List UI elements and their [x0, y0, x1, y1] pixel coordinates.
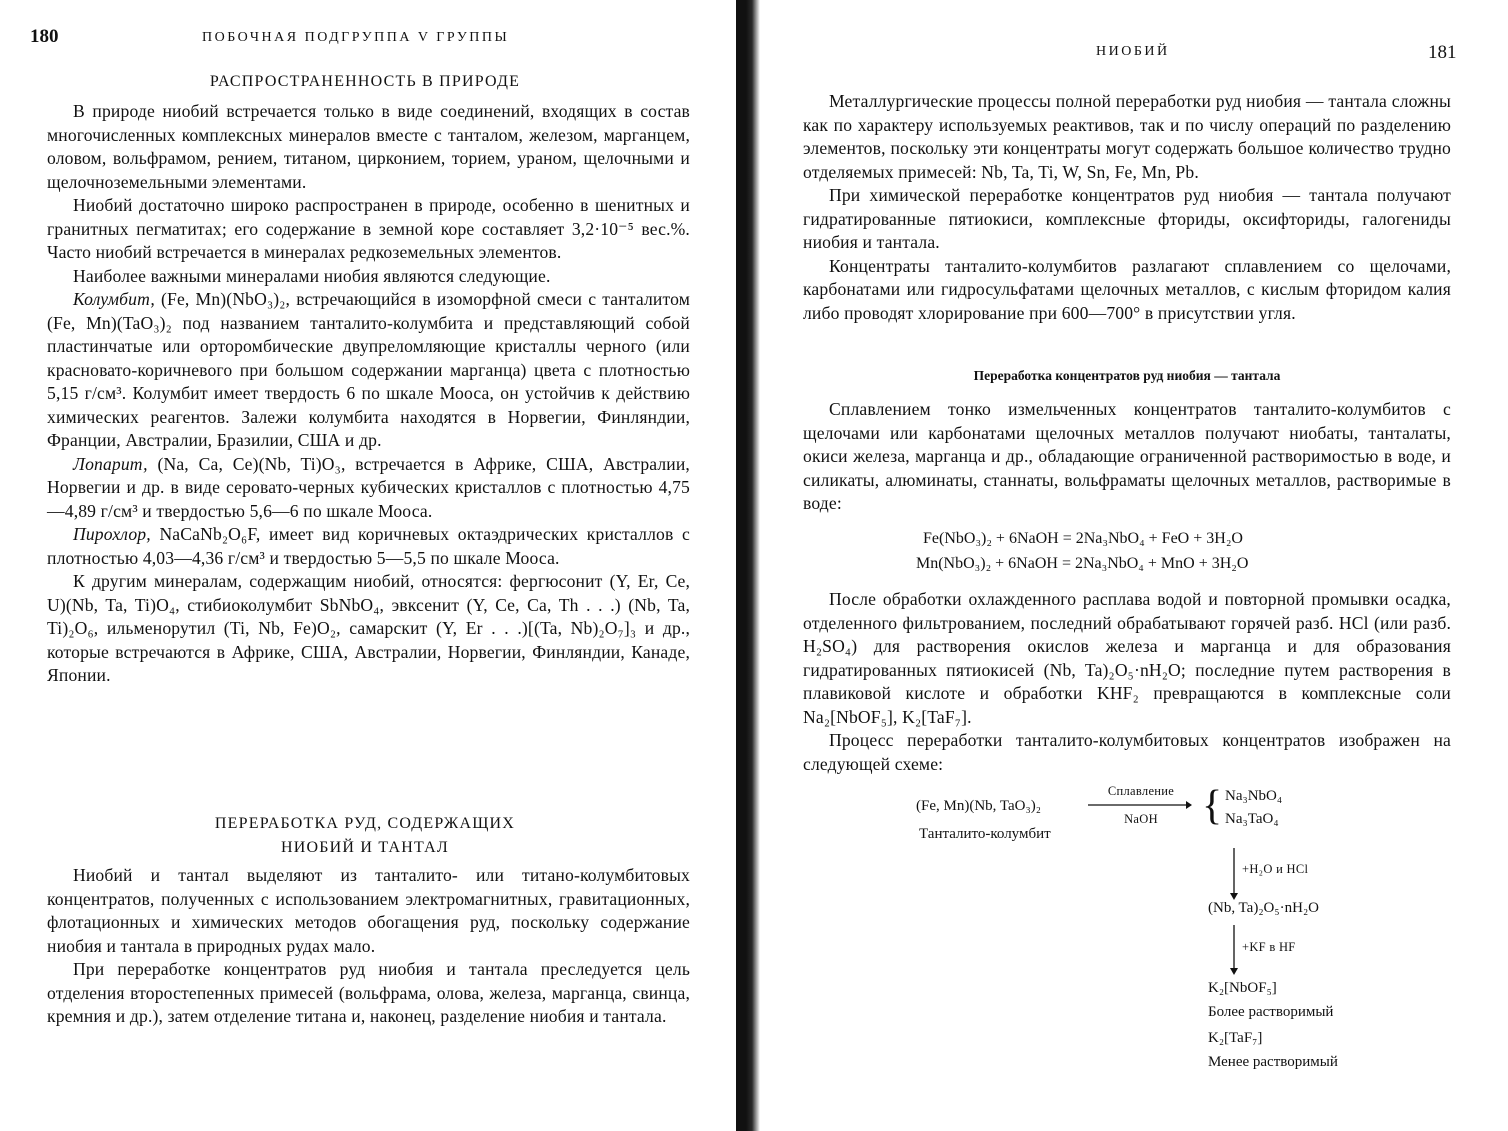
- section-body: [47, 864, 690, 1029]
- book-gutter: [730, 0, 770, 1131]
- reaction-arrow-icon: [1088, 799, 1192, 811]
- section-body: [47, 100, 690, 688]
- down-arrow-icon: [1228, 925, 1240, 975]
- page-body: [803, 90, 1451, 325]
- mineral-name: Колумбит,: [73, 289, 155, 309]
- section-title: РАСПРОСТРАНЕННОСТЬ В ПРИРОДЕ: [209, 73, 521, 90]
- paragraph-text: (Na, Ca, Ce)(Nb, Ti)O₃, встречается в Африке, США, Австралии, Норвегии и др. в виде серовато-черных кубических кристаллов с плотностью 4,75—4,89 г/см³ и твердостью 5,6—6 по шкале Мооса.: [47, 453, 690, 521]
- section-title: [60, 812, 670, 860]
- paragraph: После обработки охлажденного расплава водой и повторной промывки осадка, отделенного фильтрованием, последний обрабатывают горячей разб. HCl (или разб. H₂SO₄) для растворения окислов железа и марганца и для образования гидратированных пятиокисей (Nb, Ta)₂O₅·nH₂O; последние путем растворения в плавиковой кислоте и обработки KHF₂ превращаются в комплексные соли Na₂[NbOF₅], K₂[TaF₇].: [803, 589, 1451, 727]
- scheme-final-product: K₂[TaF₇]: [1208, 1030, 1263, 1046]
- mineral-formula: (Fe, Mn)(NbO₃)₂,: [161, 289, 291, 309]
- scheme-start-formula: (Fe, Mn)(Nb, TaO₃)₂: [916, 798, 1041, 814]
- paragraph: К другим минералам, содержащим ниобий, относятся: фергюсонит (Y, Er, Ce, U)(Nb, Ta, Ti)O₄, стибиоколумбит SbNbO₄, эвксенит (Y, Ce, Ca, Th . . .) (Nb, Ta, Ti)₂O₆, ильменорутил (Ti, Nb, Fe)O₂, самарскит (Y, Er . . .)[(Ta, Nb)₂O₇]₃ и др., которые встречаются в Африке, США, Австралии, Норвегии, Финляндии, Канаде, Японии.: [47, 571, 690, 685]
- paragraph: В природе ниобий встречается только в виде соединений, входящих в состав многочисленных комплексных минералов вместе с танталом, железом, марганцем, оловом, вольфрамом, рением, титаном, цирконием, торием, ураном, щелочными и щелочноземельными элементами.: [47, 101, 690, 192]
- paragraph: Сплавлением тонко измельченных концентратов танталито-колумбитов с щелочами или карбонатами щелочных металлов получают ниобаты, танталаты, окиси железа, марганца и др., обладающие ограниченной растворимостью в воде, и силикаты, алюминаты, станнаты, вольфраматы щелочных металлов, растворимые в воде:: [803, 399, 1451, 513]
- paragraph: Ниобий достаточно широко распространен в природе, особенно в шенитных и гранитных пегматитах; его содержание в земной коре составляет 3,2·10⁻⁵ вес.%. Часто ниобий встречается в минералах редкоземельных элементов.: [47, 195, 690, 262]
- equation: Fe(NbO₃)₂ + 6NaOH = 2Na₃NbO₄ + FeO + 3H₂O: [923, 530, 1243, 547]
- paragraph-text: встречающийся в изоморфной смеси с танталитом (Fe, Mn)(TaO₃)₂ под названием танталито-колумбита и представляющий собой пластинчатые или орторомбические двупреломляющие кристаллы черного (или красновато-коричневого при большом содержании марганца) цвета с плотностью 5,15 г/см³. Колумбит имеет твердость 6 по шкале Мооса, он устойчив к действию химических реагентов. Залежи колумбита находятся в Норвегии, Финляндии, Франции, Австралии, Бразилии, США и др.: [47, 289, 690, 450]
- scheme-product: Na₃TaO₄: [1225, 811, 1279, 827]
- paragraph: [47, 288, 690, 453]
- scheme-final-product: K₂[NbOF₅]: [1208, 980, 1277, 996]
- page-number: 181: [1428, 42, 1457, 63]
- mineral-name: Лопарит,: [73, 453, 148, 474]
- running-head: НИОБИЙ: [1096, 44, 1170, 59]
- right-page: [770, 0, 1508, 1131]
- paragraph: Ниобий и тантал выделяют из танталито- или титано-колумбитовых концентратов, полученных с использованием электромагнитных, гравитационных, флотационных и химических методов обогащения руд, поскольку содержание ниобия и тантала в природных рудах мало.: [47, 865, 690, 956]
- brace-icon: {: [1202, 783, 1223, 829]
- section-title-line: НИОБИЙ И ТАНТАЛ: [281, 839, 449, 856]
- scheme-start-label: Танталито-колумбит: [919, 826, 1051, 842]
- paragraph: При переработке концентратов руд ниобия и тантала преследуется цель отделения второстепенных примесей (вольфрама, олова, железа, марганца, свинца, кремния и др.), затем отделение титана и, наконец, разделение ниобия и тантала.: [47, 959, 690, 1026]
- scheme-product: Na₃NbO₄: [1225, 788, 1283, 804]
- arrow-label-top: Сплавление: [1107, 784, 1175, 798]
- arrow-label-bottom: NaOH: [1124, 812, 1158, 826]
- scheme-final-note: Более растворимый: [1208, 1004, 1334, 1020]
- section-body: [803, 588, 1451, 776]
- mineral-name: Пирохлор,: [73, 524, 151, 544]
- page-number: 180: [30, 26, 59, 47]
- section-title-line: ПЕРЕРАБОТКА РУД, СОДЕРЖАЩИХ: [214, 815, 516, 832]
- paragraph: Металлургические процессы полной переработки руд ниобия — тантала сложны как по характеру используемых реактивов, так и по числу операций по разделению элементов, поскольку эти концентраты могут содержать большое количество трудно отделяемых примесей: Nb, Ta, Ti, W, Sn, Fe, Mn, Pb.: [803, 91, 1451, 182]
- scheme-intermediate: (Nb, Ta)₂O₅·nH₂O: [1208, 900, 1320, 916]
- step-reagent: +H₂O и HCl: [1242, 862, 1309, 876]
- running-head: ПОБОЧНАЯ ПОДГРУППА V ГРУППЫ: [202, 30, 510, 45]
- paragraph: Процесс переработки танталито-колумбитовых концентратов изображен на следующей схеме:: [803, 730, 1451, 774]
- step-reagent: +KF в HF: [1242, 940, 1296, 954]
- subsection-title: Переработка концентратов руд ниобия — тантала: [973, 368, 1281, 383]
- scheme-final-note: Менее растворимый: [1208, 1054, 1338, 1070]
- paragraph: Концентраты танталито-колумбитов разлагают сплавлением со щелочами, карбонатами или гидросульфатами щелочных металлов, с кислым фторидом калия либо проводят хлорирование при 600—700° в присутствии угля.: [803, 255, 1451, 323]
- left-page: [0, 0, 730, 1131]
- section-body: [803, 398, 1451, 516]
- down-arrow-icon: [1228, 848, 1240, 900]
- paragraph: [47, 523, 690, 570]
- paragraph: Наиболее важными минералами ниобия являются следующие.: [73, 265, 551, 286]
- paragraph: [47, 453, 690, 524]
- equation: Mn(NbO₃)₂ + 6NaOH = 2Na₃NbO₄ + MnO + 3H₂O: [916, 555, 1249, 572]
- paragraph-text: NaCaNb₂O₆F, имеет вид коричневых октаэдрических кристаллов с плотностью 4,03—4,36 г/см³ и твердостью 5—5,5 по шкале Мооса.: [47, 524, 690, 568]
- paragraph: При химической переработке концентратов руд ниобия — тантала получают гидратированные пятиокиси, комплексные фториды, оксифториды, галогениды ниобия и тантала.: [803, 185, 1451, 252]
